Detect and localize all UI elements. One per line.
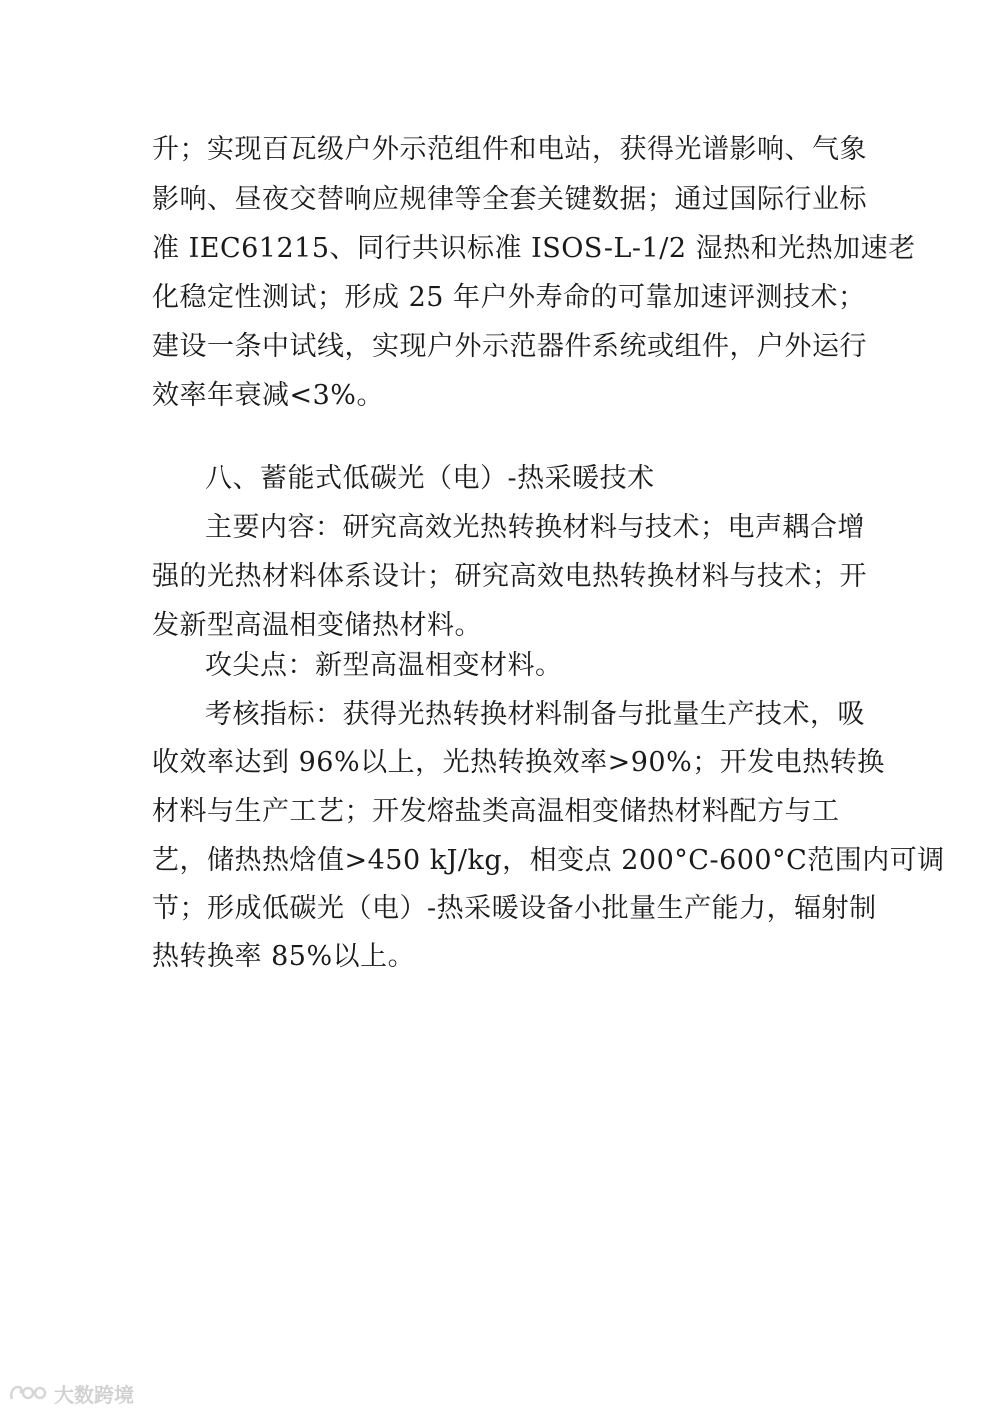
section-title: 八、蓄能式低碳光（电）-热采暖技术 [205, 463, 655, 494]
key-point: 攻尖点：新型高温相变材料。 [205, 650, 563, 681]
watermark [8, 1376, 134, 1410]
assessment-line: 热转换率 85%以上。 [152, 941, 416, 972]
content-line: 主要内容：研究高效光热转换材料与技术；电声耦合增 [205, 512, 865, 543]
content-line: 强的光热材料体系设计；研究高效电热转换材料与技术；开 [152, 561, 867, 592]
watermark-logo-icon [8, 1381, 48, 1405]
assessment-line: 艺，储热热焓值>450 kJ/kg，相变点 200°C-600°C范围内可调 [152, 845, 945, 876]
assessment-line: 节；形成低碳光（电）-热采暖设备小批量生产能力，辐射制 [152, 893, 877, 924]
paragraph-line: 准 IEC61215、同行共识标准 ISOS-L-1/2 湿热和光热加速老 [152, 233, 916, 264]
assessment-line: 材料与生产工艺；开发熔盐类高温相变储热材料配方与工 [152, 796, 840, 827]
content-line: 发新型高温相变储热材料。 [152, 610, 482, 641]
watermark-text: 大数跨境 [54, 1382, 134, 1407]
paragraph-line: 效率年衰减<3%。 [152, 380, 384, 411]
paragraph-line: 影响、昼夜交替响应规律等全套关键数据；通过国际行业标 [152, 184, 867, 215]
paragraph-line: 升；实现百瓦级户外示范组件和电站，获得光谱影响、气象 [152, 134, 867, 165]
paragraph-line: 建设一条中试线，实现户外示范器件系统或组件，户外运行 [152, 331, 867, 362]
assessment-line: 收效率达到 96%以上，光热转换效率>90%；开发电热转换 [152, 747, 885, 778]
paragraph-line: 化稳定性测试；形成 25 年户外寿命的可靠加速评测技术； [152, 282, 866, 313]
assessment-line: 考核指标：获得光热转换材料制备与批量生产技术，吸 [205, 699, 865, 730]
